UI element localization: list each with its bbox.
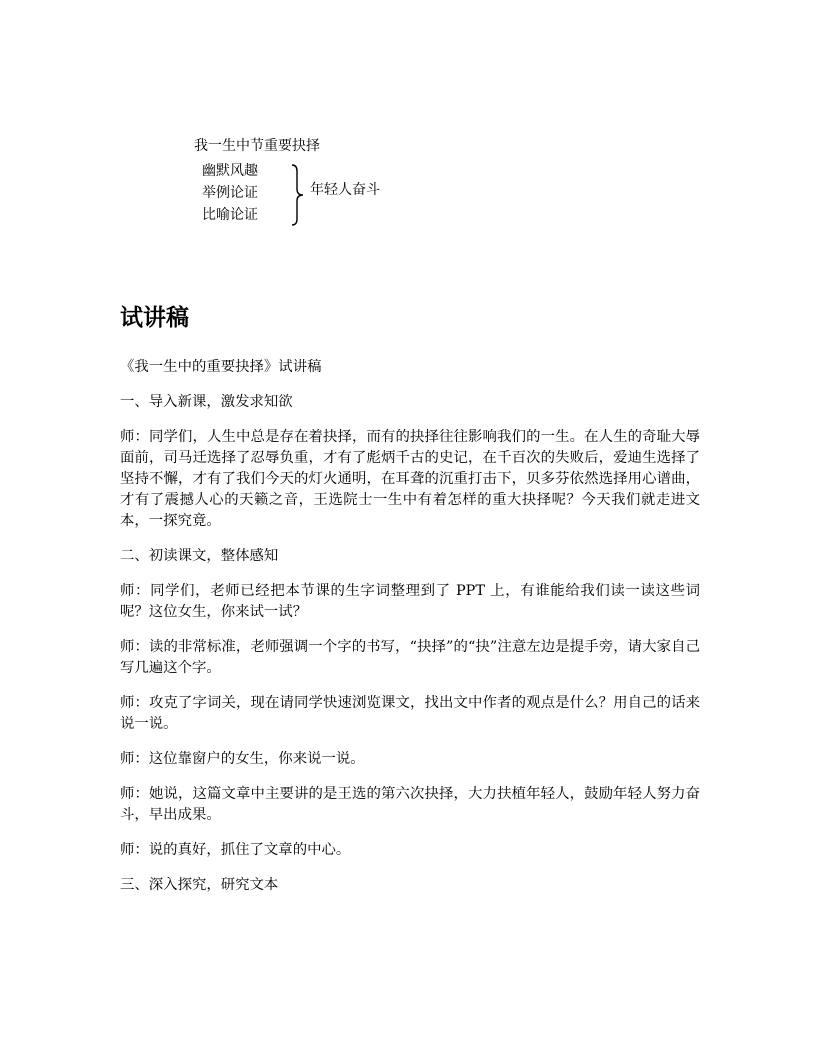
diagram-point: 幽默风趣 [202, 163, 258, 179]
paragraph: 师：攻克了字词关，现在请同学快速浏览课文，找出文中作者的观点是什么？用自己的话来说一说。 [120, 695, 700, 732]
page-heading: 试讲稿 [120, 305, 189, 331]
paragraph: 师：同学们，老师已经把本节课的生字词整理到了 PPT 上，有谁能给我们读一读这些词呢？这位女生，你来试一试？ [120, 583, 700, 620]
diagram-title: 我一生中节重要抉择 [194, 138, 320, 154]
document-body [120, 357, 700, 910]
section-heading: 二、初读课文，整体感知 [120, 548, 279, 564]
section-heading: 一、导入新课，激发求知欲 [120, 394, 293, 410]
board-writing-diagram [194, 136, 394, 230]
diagram-conclusion: 年轻人奋斗 [310, 182, 380, 198]
section-heading: 三、深入探究，研究文本 [120, 877, 279, 893]
right-brace-icon [290, 164, 306, 226]
diagram-points [202, 160, 258, 226]
paragraph: 师：她说，这篇文章中主要讲的是王选的第六次抉择，大力扶植年轻人，鼓励年轻人努力奋斗，早出成果。 [120, 786, 700, 823]
diagram-point: 比喻论证 [202, 207, 258, 223]
diagram-point: 举例论证 [202, 185, 258, 201]
paragraph: 师：读的非常标准，老师强调一个字的书写，“抉择”的“抉”注意左边是提手旁，请大家自己写几遍这个字。 [120, 639, 700, 676]
paragraph: 师：这位靠窗户的女生，你来说一说。 [120, 751, 365, 767]
paragraph: 师：同学们，人生中总是存在着抉择，而有的抉择往往影响我们的一生。在人生的奇耻大辱面前，司马迁选择了忍辱负重，才有了彪炳千古的史记，在千百次的失败后，爱迪生选择了坚持不懈，才有了我们今天的灯火通明，在耳聋的沉重打击下，贝多芬依然选择用心谱曲，才有了震撼人心的天籁之音，王选院士一生中有着怎样的重大抉择呢？今天我们就走进文本，一探究竟。 [120, 429, 700, 529]
document-title-line: 《我一生中的重要抉择》试讲稿 [120, 359, 322, 375]
paragraph: 师：说的真好，抓住了文章的中心。 [120, 842, 351, 858]
